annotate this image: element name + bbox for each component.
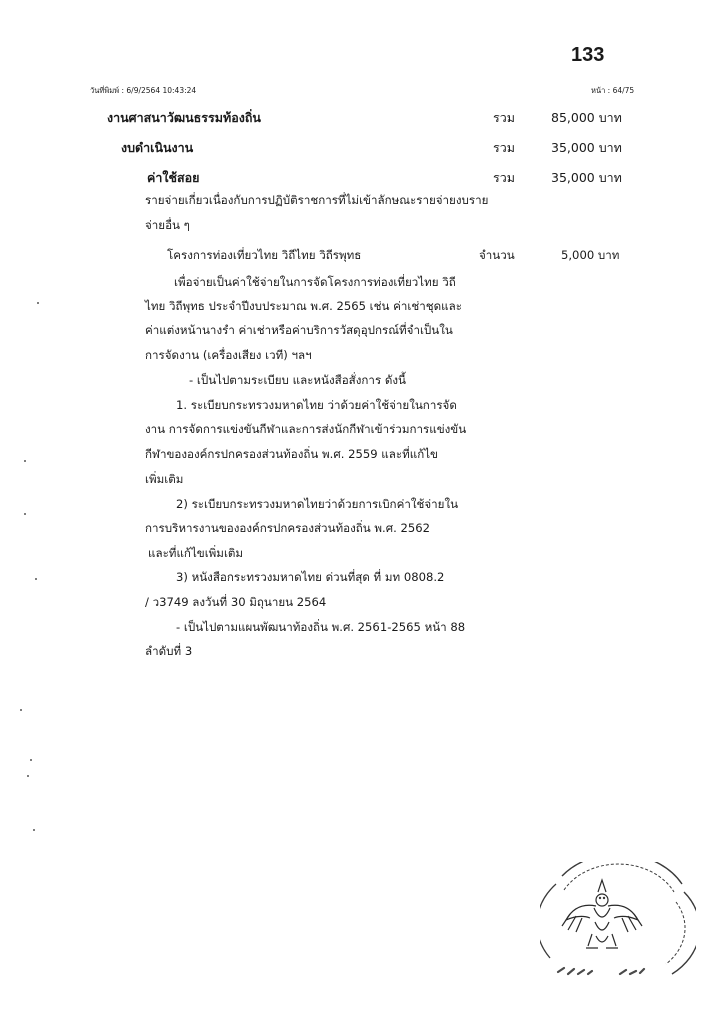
scan-speck xyxy=(27,775,29,777)
body-line: และที่แก้ไขเพิ่มเติม xyxy=(148,546,244,560)
body-line: 2) ระเบียบกระทรวงมหาดไทยว่าด้วยการเบิกค่าใช้จ่ายใน xyxy=(176,497,459,511)
page-count: หน้า : 64/75 xyxy=(591,86,635,95)
garuda-seal-icon xyxy=(540,862,696,986)
scan-speck xyxy=(33,829,35,831)
body-line: - เป็นไปตามแผนพัฒนาท้องถิ่น พ.ศ. 2561-2565 หน้า 88 xyxy=(176,620,466,634)
body-line: การจัดงาน (เครื่องเสียง เวที) ฯลฯ xyxy=(145,348,312,362)
body-line: 3) หนังสือกระทรวงมหาดไทย ด่วนที่สุด ที่ มท 0808.2 xyxy=(176,570,445,584)
scan-speck xyxy=(30,759,32,761)
operating-budget-total-label: รวม xyxy=(493,140,515,155)
body-line: การบริหารงานขององค์กรปกครองส่วนท้องถิ่น พ.ศ. 2562 xyxy=(145,521,430,535)
section-total-amount: 85,000 บาท xyxy=(551,110,622,125)
body-line: เพิ่มเติม xyxy=(145,472,184,486)
body-line: เพื่อจ่ายเป็นค่าใช้จ่ายในการจัดโครงการท่องเที่ยวไทย วิถี xyxy=(174,275,456,289)
project-title: โครงการท่องเที่ยวไทย วิถีไทย วิถีรพุทธ xyxy=(167,248,362,262)
operating-budget-heading: งบดำเนินงาน xyxy=(121,140,194,155)
scan-speck xyxy=(35,578,37,580)
body-line: - เป็นไปตามระเบียบ และหนังสือสั่งการ ดังนี้ xyxy=(189,373,406,387)
expense-category-line: รายจ่ายเกี่ยวเนื่องกับการปฏิบัติราชการที่ไม่เข้าลักษณะรายจ่ายงบราย xyxy=(145,193,489,207)
body-line: ไทย วิถีพุทธ ประจำปีงบประมาณ พ.ศ. 2565 เช่น ค่าเช่าชุดและ xyxy=(145,299,462,313)
scan-speck xyxy=(37,302,39,304)
body-line: / ว3749 ลงวันที่ 30 มิถุนายน 2564 xyxy=(145,595,327,609)
project-amount-label: จำนวน xyxy=(479,248,515,262)
body-line: งาน การจัดการแข่งขันกีฬาและการส่งนักกีฬาเข้าร่วมการแข่งขัน xyxy=(145,422,467,436)
scan-speck xyxy=(24,513,26,515)
expense-category-line: จ่ายอื่น ๆ xyxy=(145,218,190,232)
section-heading: งานศาสนาวัฒนธรรมท้องถิ่น xyxy=(107,110,261,125)
body-line: ลำดับที่ 3 xyxy=(145,644,193,658)
body-line: 1. ระเบียบกระทรวงมหาดไทย ว่าด้วยค่าใช้จ่ายในการจัด xyxy=(176,398,457,412)
printed-date: วันที่พิมพ์ : 6/9/2564 10:43:24 xyxy=(90,86,197,95)
expense-total-amount: 35,000 บาท xyxy=(551,170,622,185)
body-line: กีฬาขององค์กรปกครองส่วนท้องถิ่น พ.ศ. 2559 และที่แก้ไข xyxy=(145,447,438,461)
expense-heading: ค่าใช้สอย xyxy=(147,170,200,185)
scan-speck xyxy=(20,709,22,711)
body-line: ค่าแต่งหน้านางรำ ค่าเช่าหรือค่าบริการวัสดุอุปกรณ์ที่จำเป็นใน xyxy=(145,323,453,337)
section-total-label: รวม xyxy=(493,110,515,125)
expense-total-label: รวม xyxy=(493,170,515,185)
page-number: 133 xyxy=(571,44,605,66)
project-amount: 5,000 บาท xyxy=(561,248,620,262)
scan-speck xyxy=(24,460,26,462)
operating-budget-total-amount: 35,000 บาท xyxy=(551,140,622,155)
